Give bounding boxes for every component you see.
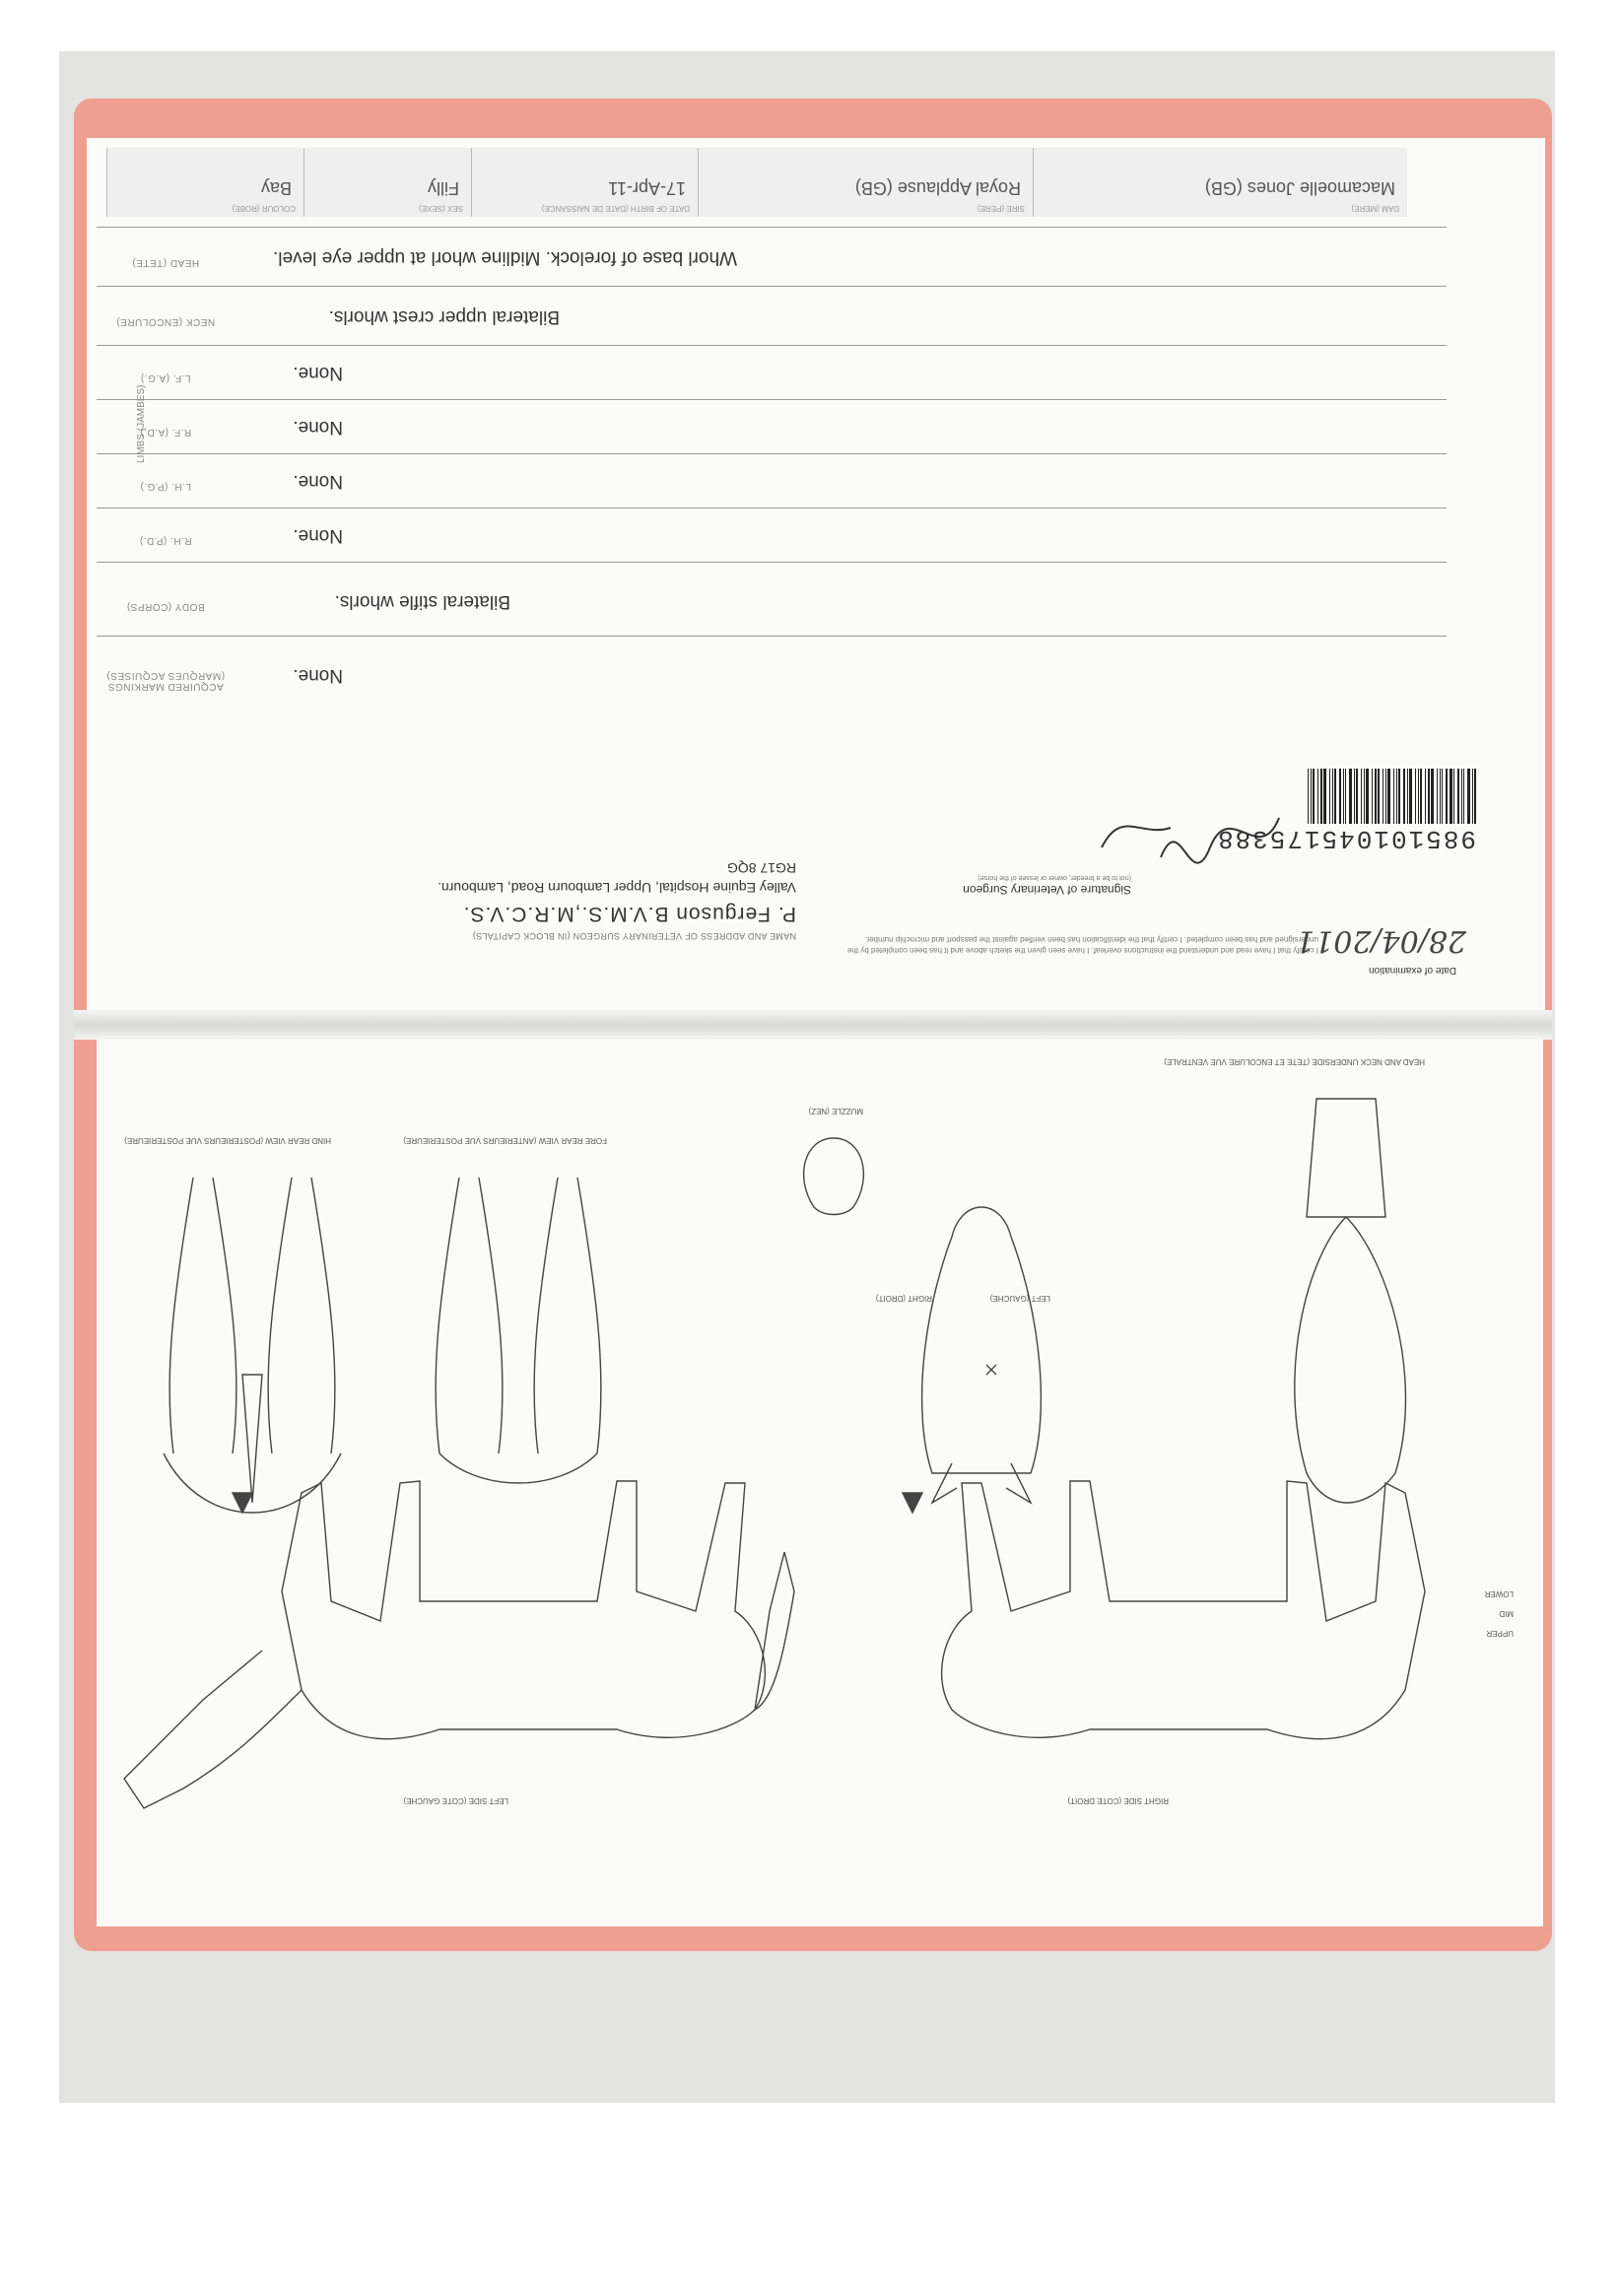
marking-row-rh bbox=[97, 507, 1447, 562]
colour-label: COLOUR (ROBE) bbox=[232, 204, 296, 213]
marking-text: None. bbox=[293, 665, 343, 686]
sex-label: SEX (SEXE) bbox=[419, 204, 463, 213]
date-value: 28/04/2011 bbox=[1296, 923, 1466, 958]
label-hind-view: HIND REAR VIEW (POSTERIEURS VUE POSTERIEURE) bbox=[124, 1136, 331, 1145]
left-side-horse-outline bbox=[124, 1481, 794, 1808]
marking-text: None. bbox=[293, 417, 343, 438]
dam-label: DAM (MERE) bbox=[1351, 204, 1399, 213]
label-fore-view: FORE REAR VIEW (ANTERIEURS VUE POSTERIEURE) bbox=[403, 1136, 607, 1145]
marking-label: L.H. (P.G.) bbox=[140, 481, 191, 492]
microchip-barcode bbox=[1082, 759, 1476, 857]
colour-cell bbox=[106, 148, 304, 217]
label-mid: MID bbox=[1499, 1609, 1514, 1618]
markings-table bbox=[87, 227, 1447, 719]
marking-row-lf bbox=[97, 345, 1447, 399]
marking-row-neck bbox=[97, 286, 1447, 345]
marking-label: HEAD (TETE) bbox=[131, 257, 200, 268]
signature-note: (not to be a breeder, owner or lessee of the horse) bbox=[978, 874, 1131, 881]
label-head-neck: HEAD AND NECK UNDERSIDE (TETE ET ENCOLURE VUE VENTRALE) bbox=[1164, 1057, 1425, 1066]
marking-label: L.F. (A.G.) bbox=[140, 372, 191, 383]
certification-text: I certify that I have read and understand the instructions overleaf. I have seen given the sketch above and it has been completed by the undersigned and has been completed. I certify that the identification has been verified against the passport and microchip number. bbox=[846, 935, 1318, 955]
marking-row-acquired bbox=[97, 636, 1447, 709]
barcode-number: 985101045175388 bbox=[1215, 824, 1476, 853]
head-underside-outline bbox=[1295, 1099, 1406, 1503]
vet-heading: NAME AND ADDRESS OF VETERINARY SURGEON (IN BLOCK CAPITALS) bbox=[472, 931, 796, 941]
label-left-side: LEFT SIDE (COTE GAUCHE) bbox=[403, 1796, 508, 1805]
sex-value: Filly bbox=[428, 178, 459, 198]
signature-label: Signature of Veterinary Surgeon bbox=[963, 883, 1131, 897]
label-muzzle: MUZZLE (NEZ) bbox=[808, 1107, 863, 1115]
vet-name: P. Ferguson B.V.M.S.,M.R.C.V.S. bbox=[462, 903, 796, 925]
sire-label: SIRE (PERE) bbox=[977, 204, 1025, 213]
horse-diagrams bbox=[97, 1040, 1543, 1926]
sire-value: Royal Applause (GB) bbox=[854, 178, 1021, 198]
markings-form bbox=[87, 138, 1545, 1015]
muzzle-outline bbox=[804, 1138, 864, 1215]
marking-text: None. bbox=[293, 363, 343, 383]
marking-text: Bilateral upper crest whorls. bbox=[328, 306, 560, 327]
marking-row-head bbox=[97, 227, 1447, 286]
hind-rear-view-outline bbox=[164, 1178, 341, 1513]
right-side-horse-outline bbox=[942, 1481, 1425, 1739]
marking-text: Bilateral stifle whorls. bbox=[334, 591, 510, 612]
triangle-marker-icon bbox=[903, 1493, 922, 1513]
marking-text: Whorl base of forelock. Midline whorl at upper eye level. bbox=[272, 247, 737, 268]
dob-label: DATE OF BIRTH (DATE DE NAISSANCE) bbox=[541, 204, 690, 213]
dam-cell bbox=[1033, 148, 1407, 217]
barcode-bars bbox=[1082, 769, 1476, 824]
marking-text: None. bbox=[293, 471, 343, 492]
marking-label: R.F. (A.D.) bbox=[139, 427, 192, 438]
marking-label: BODY (CORPS) bbox=[126, 601, 205, 612]
sire-cell bbox=[698, 148, 1033, 217]
marking-label: NECK (ENCOLURE) bbox=[115, 316, 216, 327]
dob-cell bbox=[471, 148, 698, 217]
dob-value: 17-Apr-11 bbox=[608, 178, 686, 198]
marking-row-body bbox=[97, 562, 1447, 636]
marking-label: R.H. (P.D.) bbox=[139, 535, 192, 546]
vet-postcode: RG17 8QG bbox=[726, 860, 796, 876]
marking-row-rf bbox=[97, 399, 1447, 453]
triangle-marker-icon bbox=[233, 1493, 252, 1513]
limbs-label: LIMBS (JAMBES) bbox=[136, 384, 147, 463]
dam-value: Macamoelle Jones (GB) bbox=[1204, 178, 1395, 198]
label-lower: LOWER bbox=[1484, 1589, 1514, 1598]
label-right: RIGHT (DROIT) bbox=[875, 1294, 932, 1303]
marking-label: ACQUIRED MARKINGS (MARQUES ACQUISES) bbox=[105, 670, 226, 692]
vet-block bbox=[205, 724, 796, 941]
head-front-outline bbox=[922, 1207, 1042, 1503]
label-left: LEFT (GAUCHE) bbox=[989, 1294, 1050, 1303]
label-upper: UPPER bbox=[1486, 1629, 1514, 1638]
sex-cell bbox=[304, 148, 471, 217]
date-label: Date of examination bbox=[1369, 965, 1456, 976]
marking-text: None. bbox=[293, 525, 343, 546]
fore-rear-view-outline bbox=[436, 1178, 601, 1483]
label-right-side: RIGHT SIDE (COTE DROIT) bbox=[1067, 1796, 1169, 1805]
vet-address: Valley Equine Hospital, Upper Lambourn Road, Lambourn. bbox=[438, 880, 796, 896]
info-row bbox=[87, 138, 1545, 227]
colour-value: Bay bbox=[260, 178, 292, 198]
marking-row-lh bbox=[97, 453, 1447, 507]
